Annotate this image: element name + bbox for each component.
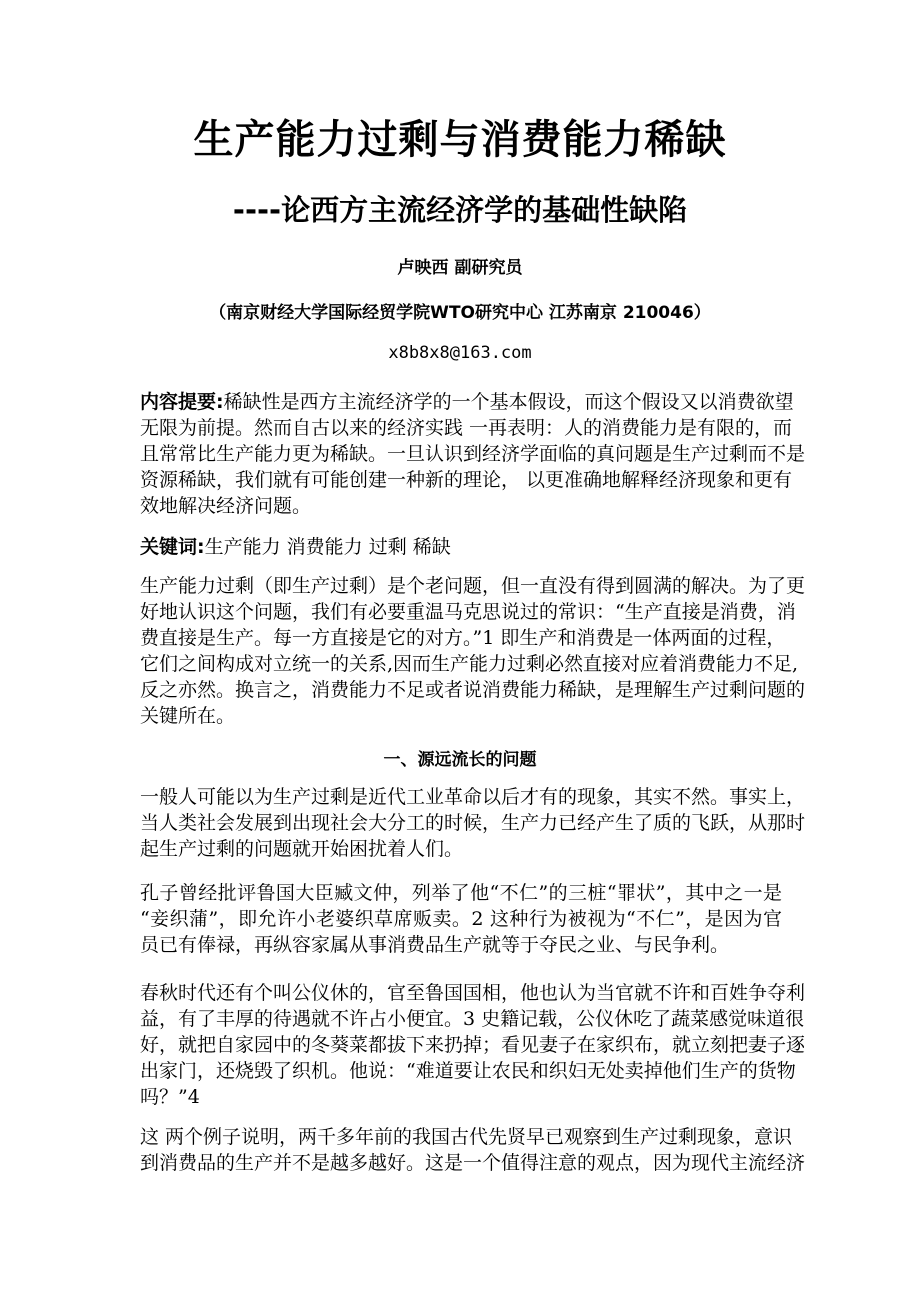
abstract-line [140,493,782,519]
body-paragraph [140,1124,806,1176]
paragraph-line: 益，有了丰厚的待遇就不许占小便宜。3 史籍记载，公仪休吃了蔬菜感觉味道很 [140,1008,805,1030]
paragraph-line: 出家门，还烧毁了织机。他说：“难道要让农民和织妇无处卖掉他们生产的货物 [140,1060,796,1082]
paragraph-line: 它们之间构成对立统一的关系,因而生产能力过剩必然直接对应着消费能力不足, [140,653,799,675]
abstract-label: 内容提要: [140,391,224,413]
body-paragraph [140,980,806,1110]
abstract-text: 稀缺性是西方主流经济学的一个基本假设，而这个假设又以消费欲望 [223,391,794,413]
abstract-line [140,415,793,441]
paragraph-line: 春秋时代还有个叫公仪休的，官至鲁国国相，他也认为当官就不许和百姓争夺利 [140,982,806,1004]
document-title: 生产能力过剩与消费能力稀缺 [193,117,727,163]
paragraph-line: 孔子曾经批评鲁国大臣臧文仲，列举了他“不仁”的三桩“罪状”，其中之一是 [140,882,782,904]
abstract-line [140,467,793,493]
paragraph-line: 费直接是生产。每一方直接是它的对方。”1 即生产和消费是一体两面的过程， [140,627,786,649]
author-email: x8b8x8@163.com [388,343,532,363]
keywords-value: 生产能力 消费能力 过剩 稀缺 [204,536,451,558]
keywords [140,534,782,560]
abstract-text: 且常常比生产能力更为稀缺。一旦认识到经济学面临的真问题是生产过剩而不是 [140,443,806,465]
abstract-line [140,441,806,467]
author: 卢映西 副研究员 [397,258,523,278]
keywords-label: 关键词: [140,536,205,558]
abstract-text: 无限为前提。然而自古以来的经济实践 一再表明：人的消费能力是有限的，而 [140,417,793,439]
paragraph-line: 一般人可能以为生产过剩是近代工业革命以后才有的现象，其实不然。事实上， [140,786,806,808]
paragraph-line: 到消费品的生产并不是越多越好。这是一个值得注意的观点，因为现代主流经济 [140,1152,806,1174]
body-paragraph [140,784,806,862]
abstract-text: 效地解决经济问题。 [140,495,312,517]
paragraph-line: 吗？”4 [140,1086,200,1108]
paragraph-line: 生产能力过剩（即生产过剩）是个老问题，但一直没有得到圆满的解决。为了更 [140,575,806,597]
document-subtitle: ----论西方主流经济学的基础性缺陷 [232,193,688,227]
abstract-text: 资源稀缺，我们就有可能创建一种新的理论， 以更准确地解释经济现象和更有 [140,469,793,491]
abstract [140,389,806,519]
paragraph-line: “妾织蒲”，即允许小老婆织草席贩卖。2 这种行为被视为“不仁”，是因为官 [140,908,782,930]
paragraph-line: 这 两个例子说明，两千多年前的我国古代先贤早已观察到生产过剩现象，意识 [140,1126,793,1148]
paragraph-line: 起生产过剩的问题就开始困扰着人们。 [140,838,464,860]
paragraph-line: 员已有俸禄，再纵容家属从事消费品生产就等于夺民之业、与民争利。 [140,934,730,956]
paragraph-line: 关键所在。 [140,705,236,727]
affiliation: （南京财经大学国际经贸学院WTO研究中心 江苏南京 210046） [209,303,711,323]
paragraph-line: 反之亦然。换言之，消费能力不足或者说消费能力稀缺，是理解生产过剩问题的 [140,679,806,701]
abstract-line [140,389,794,415]
paragraph-line: 当人类社会发展到出现社会大分工的时候，生产力已经产生了质的飞跃，从那时 [140,812,806,834]
body-paragraph [140,880,782,958]
paragraph-line: 好，就把自家园中的冬葵菜都拔下来扔掉；看见妻子在家织布，就立刻把妻子逐 [140,1034,806,1056]
body-paragraph [140,573,806,729]
paragraph-line: 好地认识这个问题，我们有必要重温马克思说过的常识：“生产直接是消费，消 [140,601,796,623]
section-heading: 一、源远流长的问题 [383,750,537,770]
